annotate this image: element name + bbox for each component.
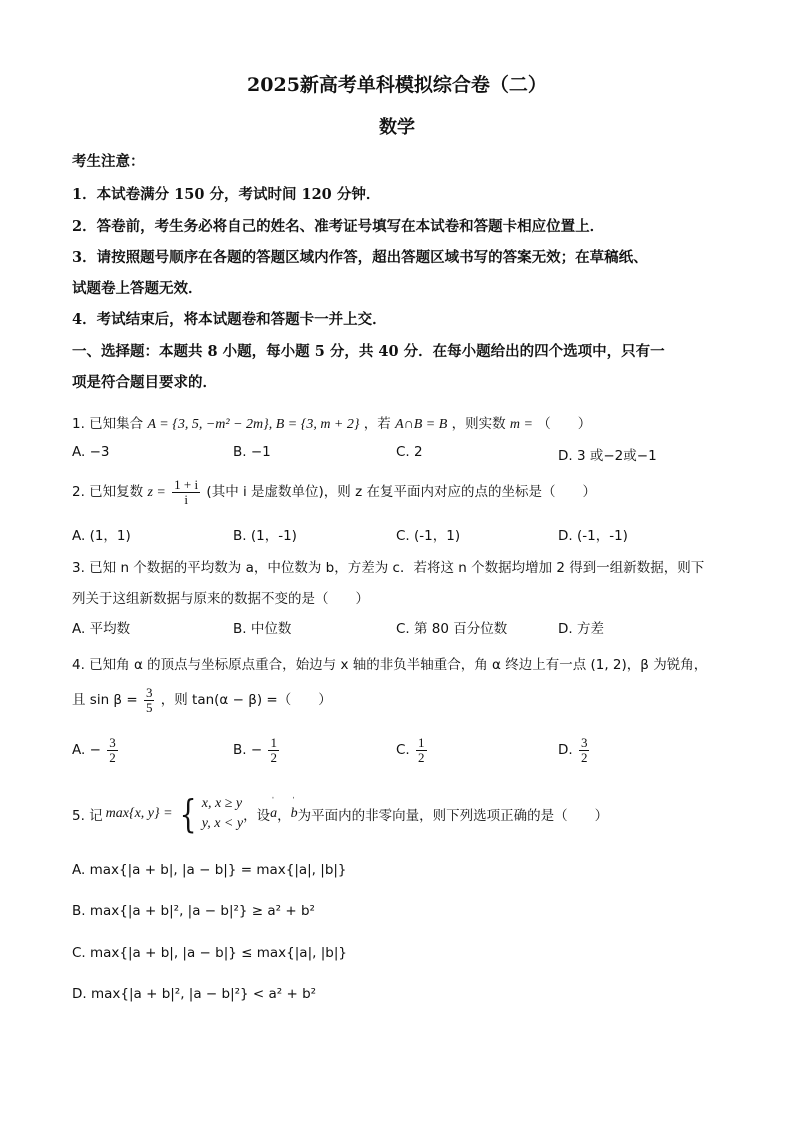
q5-option-d: D. max{|a + b|², |a − b|²} < a² + b² [72,986,317,1002]
q5-suffix-1: ，设 [243,808,271,824]
q5-option-c: C. max{|a + b|, |a − b|} ≤ max{|a|, |b|} [72,945,347,961]
notice-item-4: 4．考试结束后，将本试题卷和答题卡一并上交． [72,311,387,328]
q1-suffix: ，则实数 [451,416,506,432]
notice-item-3: 3．请按照题号顺序在各题的答题区域内作答，超出答题区域书写的答案无效；在草稿纸、 [72,249,648,266]
notice-heading: 考生注意： [72,153,145,170]
q4-option-a [72,736,120,764]
q4-sin-label: 且 sin β = [72,692,138,709]
notice-item-3-cont: 试题卷上答题无效． [72,280,203,297]
q5-sep: ， [277,808,291,824]
q4-b-fraction [268,736,279,764]
q3-option-d: D. 方差 [558,621,604,637]
q4-c-label: C. [396,742,410,759]
q4-d-label: D. [558,742,573,759]
q2-frac-num: 1 + i [174,477,199,492]
q4-a-num: 3 [109,735,116,750]
q1-condition: A∩B = B [395,417,448,432]
q5-case-1: x, x ≥ y [201,796,243,811]
q2-frac-den: i [184,491,188,507]
q4-c-num: 1 [418,735,425,750]
q1-prefix: 1. 已知集合 [72,416,144,432]
q4-option-d [558,736,591,764]
question-1 [72,412,591,433]
q1-sets: A = {3, 5, −m² − 2m}, B = {3, m + 2} [147,417,360,432]
q4-a-sign: − [89,742,101,759]
q2-option-a: A. (1，1) [72,528,131,544]
q2-suffix: (其中 i 是虚数单位)，则 z 在复平面内对应的点的坐标是（ ） [206,484,596,501]
q5-max-def: max{x, y} = [105,806,173,821]
q4-d-num: 3 [580,735,588,750]
q5-option-b: B. max{|a + b|², |a − b|²} ≥ a² + b² [72,903,315,919]
q5-option-a: A. max{|a + b|, |a − b|} = max{|a|, |b|} [72,862,347,878]
q4-a-fraction [107,736,118,764]
q4-sin-fraction [144,686,155,714]
question-4-cont [72,686,332,714]
q5-case-2: y, x < y [201,816,244,831]
question-4: 4. 已知角 α 的顶点与坐标原点重合，始边与 x 轴的非负半轴重合，角 α 终边上有一点 (1, 2)，β 为锐角， [72,657,708,673]
q1-option-b: B. −1 [233,444,271,460]
q5-prefix: 5. 记 [72,808,103,824]
q2-prefix: 2. 已知复数 [72,484,144,501]
section-heading-cont: 项是符合题目要求的． [72,374,217,391]
q4-a-den: 2 [109,749,116,765]
q1-end: （ ） [537,416,592,432]
q1-option-a: A. −3 [72,444,110,460]
question-2 [72,478,596,506]
q1-option-c: C. 2 [396,444,423,460]
q3-option-b: B. 中位数 [233,621,292,637]
question-5 [72,794,608,834]
left-brace-icon: { [179,792,197,836]
q4-b-den: 2 [270,749,277,765]
q4-option-b [233,736,281,764]
q4-b-num: 1 [270,735,277,750]
q3-option-c: C. 第 80 百分位数 [396,621,508,637]
q4-sin-num: 3 [145,685,153,700]
question-3: 3. 已知 n 个数据的平均数为 a，中位数为 b，方差为 c．若将这 n 个数据均增加 2 得到一组新数据，则下 [72,560,705,576]
q3-option-a: A. 平均数 [72,621,131,637]
q1-mid: ，若 [363,416,391,432]
q2-option-d: D. (-1，-1) [558,528,628,544]
q5-vector-a: ˈ a [270,806,277,822]
notice-item-1: 1．本试卷满分 150 分，考试时间 120 分钟． [72,186,381,203]
q5-cases [176,794,244,834]
q2-fraction [172,478,200,506]
question-3-cont: 列关于这组新数据与原来的数据不变的是（ ） [72,591,369,607]
q4-d-den: 2 [580,749,588,765]
q4-option-c [396,736,429,764]
q4-tan-text: ，则 tan(α − β) =（ ） [160,692,332,709]
q4-b-label: B. [233,742,247,759]
section-heading: 一、选择题：本题共 8 小题，每小题 5 分，共 40 分．在每小题给出的四个选项中，只有一 [72,343,665,360]
q4-sin-den: 5 [145,699,153,715]
q2-option-c: C. (-1，1) [396,528,461,544]
notice-item-2: 2．答卷前，考生务必将自己的姓名、准考证号填写在本试卷和答题卡相应位置上． [72,218,605,235]
q1-option-d: D. 3 或−2或−1 [558,448,657,464]
q4-b-sign: − [250,742,263,759]
q1-variable: m = [509,417,533,432]
q4-d-fraction [579,736,590,764]
page-title: 2025新高考单科模拟综合卷（二） [247,74,547,96]
q4-c-den: 2 [418,749,425,765]
q2-option-b: B. (1，-1) [233,528,297,544]
q2-z: z = [147,485,166,501]
q5-vector-b: ˈ b [291,806,298,822]
q4-a-label: A. [72,742,86,759]
subject-title: 数学 [379,117,415,138]
q5-suffix-2: 为平面内的非零向量，则下列选项正确的是（ ） [297,808,609,824]
q4-c-fraction [416,736,427,764]
